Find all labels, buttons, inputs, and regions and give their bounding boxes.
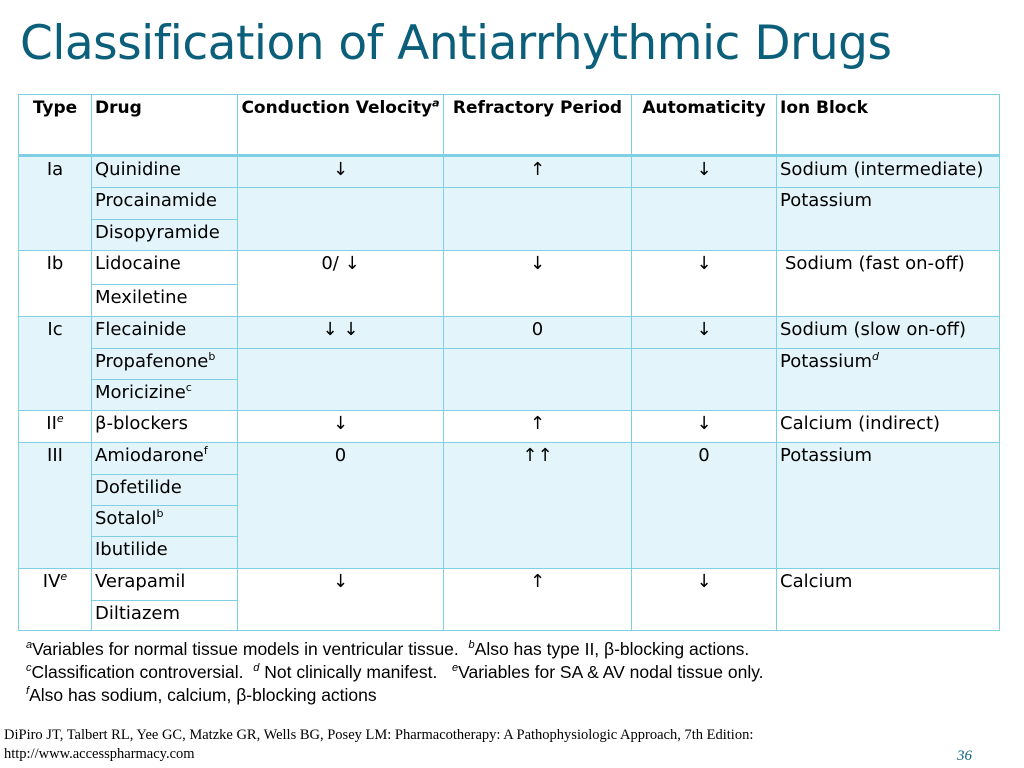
ion-block-cell: Sodium (slow on-off) <box>777 317 1000 349</box>
header-conduction-velocity: Conduction Velocity$^a$ <box>238 95 444 156</box>
footnote-line: $^c$Classification controversial. $^d$ Not clinically manifest. $^e$Variables for SA & AV nodal tissue only. <box>26 662 764 682</box>
refractory-cell <box>444 349 632 411</box>
drug-cell: Amiodarone$^f$ <box>92 443 238 475</box>
table-row <box>19 188 1000 220</box>
ion-block-cell: Sodium (intermediate) <box>777 156 1000 188</box>
refractory-cell: 0 <box>444 317 632 349</box>
type-cell: III <box>19 443 92 569</box>
citation <box>4 726 753 764</box>
ion-block-cell: Calcium (indirect) <box>777 411 1000 443</box>
page-number: 36 <box>957 748 972 764</box>
conduction-cell <box>238 349 444 411</box>
citation-url: http://www.accesspharmacy.com <box>4 746 195 762</box>
drug-cell: Mexiletine <box>92 285 238 317</box>
table-row <box>19 317 1000 349</box>
automaticity-cell: ↓ <box>632 411 777 443</box>
drug-cell: Propafenone$^b$ <box>92 349 238 380</box>
automaticity-cell <box>632 349 777 411</box>
conduction-cell: ↓ ↓ <box>238 317 444 349</box>
ion-block-cell: Potassium$^d$ <box>777 349 1000 411</box>
antiarrhythmic-table <box>18 94 1000 631</box>
refractory-cell: ↑ <box>444 569 632 631</box>
table-row <box>19 251 1000 285</box>
table-row <box>19 443 1000 475</box>
refractory-cell: ↑ <box>444 156 632 188</box>
automaticity-cell <box>632 188 777 251</box>
table-row <box>19 569 1000 601</box>
table-row <box>19 349 1000 380</box>
automaticity-cell: ↓ <box>632 251 777 317</box>
automaticity-cell: ↓ <box>632 156 777 188</box>
conduction-cell <box>238 188 444 251</box>
refractory-cell: ↓ <box>444 251 632 317</box>
ion-block-cell: Potassium <box>777 188 1000 251</box>
header-type: Type <box>19 95 92 156</box>
drug-cell: β-blockers <box>92 411 238 443</box>
conduction-cell: 0/ ↓ <box>238 251 444 317</box>
drug-cell: Verapamil <box>92 569 238 601</box>
table-row <box>19 411 1000 443</box>
drug-cell: Quinidine <box>92 156 238 188</box>
type-cell: IIe <box>19 411 92 443</box>
conduction-cell: ↓ <box>238 411 444 443</box>
header-ion-block: Ion Block <box>777 95 1000 156</box>
refractory-cell: ↑↑ <box>444 443 632 569</box>
citation-text: DiPiro JT, Talbert RL, Yee GC, Matzke GR, Wells BG, Posey LM: Pharmacotherapy: A Pathophysiologic Approach, 7th Edition: <box>4 727 754 743</box>
header-refractory-period: Refractory Period <box>444 95 632 156</box>
ion-block-cell: Potassium <box>777 443 1000 569</box>
automaticity-cell: ↓ <box>632 569 777 631</box>
automaticity-cell: ↓ <box>632 317 777 349</box>
header-automaticity: Automaticity <box>632 95 777 156</box>
footnotes <box>26 638 1016 707</box>
drug-cell: Diltiazem <box>92 601 238 631</box>
conduction-cell: ↓ <box>238 569 444 631</box>
drug-cell: Moricizine$^c$ <box>92 380 238 411</box>
conduction-cell: 0 <box>238 443 444 569</box>
automaticity-cell: 0 <box>632 443 777 569</box>
slide-title: Classification of Antiarrhythmic Drugs <box>20 16 892 71</box>
drug-cell: Procainamide <box>92 188 238 220</box>
drug-cell: Flecainide <box>92 317 238 349</box>
drug-cell: Lidocaine <box>92 251 238 285</box>
drug-cell: Ibutilide <box>92 537 238 569</box>
drug-cell: Sotalol$^b$ <box>92 506 238 537</box>
conduction-cell: ↓ <box>238 156 444 188</box>
ion-block-cell: Sodium (fast on-off) <box>777 251 1000 317</box>
refractory-cell: ↑ <box>444 411 632 443</box>
header-drug: Drug <box>92 95 238 156</box>
refractory-cell <box>444 188 632 251</box>
footnote-line: $^f$Also has sodium, calcium, β-blocking actions <box>26 685 377 705</box>
footnote-line: $^a$Variables for normal tissue models in ventricular tissue. $^b$Also has type II, β-blocking actions. <box>26 639 750 659</box>
table-row <box>19 156 1000 188</box>
header-row <box>19 95 1000 156</box>
type-cell: Ib <box>19 251 92 317</box>
drug-cell: Disopyramide <box>92 220 238 251</box>
type-cell: Ia <box>19 156 92 251</box>
type-cell: IVe <box>19 569 92 631</box>
drug-cell: Dofetilide <box>92 475 238 506</box>
type-cell: Ic <box>19 317 92 411</box>
ion-block-cell: Calcium <box>777 569 1000 631</box>
